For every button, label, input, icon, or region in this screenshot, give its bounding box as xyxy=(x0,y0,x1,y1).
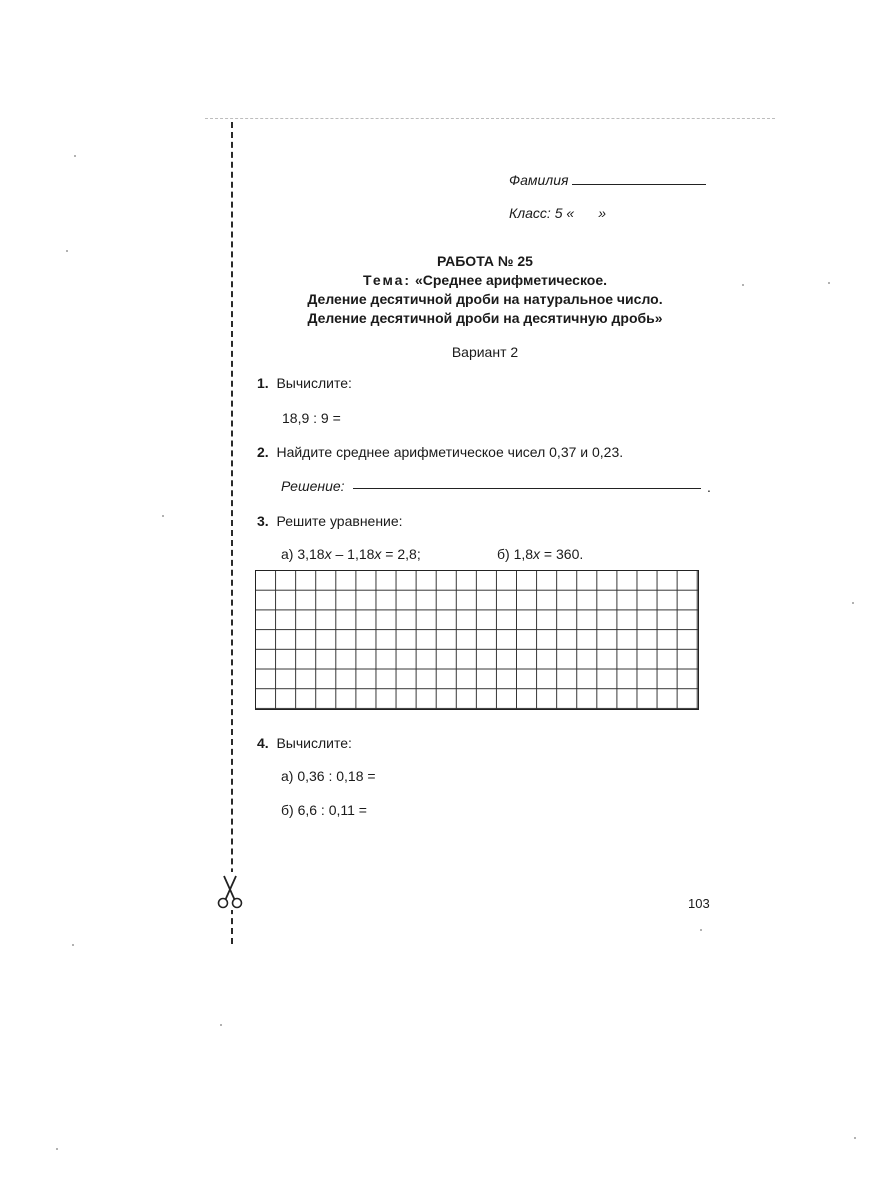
work-number: РАБОТА № 25 xyxy=(437,253,533,269)
page-number: 103 xyxy=(688,896,710,911)
class-close: » xyxy=(598,205,606,221)
task-4-part-b: б) 6,6 : 0,11 = xyxy=(281,802,367,818)
cut-line xyxy=(231,122,233,944)
scan-speck xyxy=(742,284,744,286)
surname-field xyxy=(509,172,706,188)
task-3-b-var: x xyxy=(533,546,541,562)
task-3-b-suffix: = 360. xyxy=(540,546,584,562)
task-3-part-a xyxy=(281,546,421,562)
task-4-text: Вычислите: xyxy=(276,735,352,751)
scan-speck xyxy=(220,1024,222,1026)
scan-speck xyxy=(828,282,830,284)
task-3-text: Решите уравнение: xyxy=(276,513,403,529)
task-3-a-mid: – 1,18 xyxy=(331,546,375,562)
scan-speck xyxy=(56,1148,58,1150)
task-3-a-prefix: а) 3,18 xyxy=(281,546,325,562)
task-4-part-a: а) 0,36 : 0,18 = xyxy=(281,768,376,784)
class-label: Класс: 5 « xyxy=(509,205,575,221)
theme-line-2: Деление десятичной дроби на натуральное число. xyxy=(307,291,663,307)
solution-label: Решение: xyxy=(281,478,345,494)
task-3-a-var-2: x xyxy=(374,546,382,562)
solution-end: . xyxy=(707,479,711,495)
scan-speck xyxy=(854,1137,856,1139)
theme-label: Тема: xyxy=(362,272,412,288)
task-2 xyxy=(257,444,623,460)
surname-label: Фамилия xyxy=(509,172,569,188)
scissors-icon xyxy=(214,872,246,910)
theme-line-3: Деление десятичной дроби на десятичную дробь» xyxy=(307,310,663,326)
work-title xyxy=(240,252,730,328)
scan-speck xyxy=(852,602,854,604)
answer-grid[interactable] xyxy=(255,570,699,710)
task-3-a-var-1: x xyxy=(324,546,332,562)
task-1-number: 1. xyxy=(257,375,269,391)
solution-line xyxy=(353,488,701,489)
scan-speck xyxy=(700,929,702,931)
class-field xyxy=(509,205,606,221)
task-3 xyxy=(257,513,403,529)
scan-speck xyxy=(66,250,68,252)
task-2-number: 2. xyxy=(257,444,269,460)
theme-line-1 xyxy=(240,271,730,290)
task-1-text: Вычислите: xyxy=(276,375,352,391)
task-4 xyxy=(257,735,352,751)
scan-speck xyxy=(162,515,164,517)
task-3-number: 3. xyxy=(257,513,269,529)
surname-line xyxy=(572,172,706,185)
theme-text-1: «Среднее арифметическое. xyxy=(414,272,607,288)
scan-speck xyxy=(74,155,76,157)
task-3-part-b xyxy=(497,546,583,562)
task-1 xyxy=(257,375,352,391)
task-3-a-suffix: = 2,8; xyxy=(381,546,421,562)
top-edge-line xyxy=(205,118,775,119)
variant-label: Вариант 2 xyxy=(451,344,519,360)
task-1-expression: 18,9 : 9 = xyxy=(282,410,341,426)
task-2-text: Найдите среднее арифметическое чисел 0,37 и 0,23. xyxy=(276,444,624,460)
scan-speck xyxy=(72,944,74,946)
task-4-number: 4. xyxy=(257,735,269,751)
task-3-b-prefix: б) 1,8 xyxy=(497,546,534,562)
